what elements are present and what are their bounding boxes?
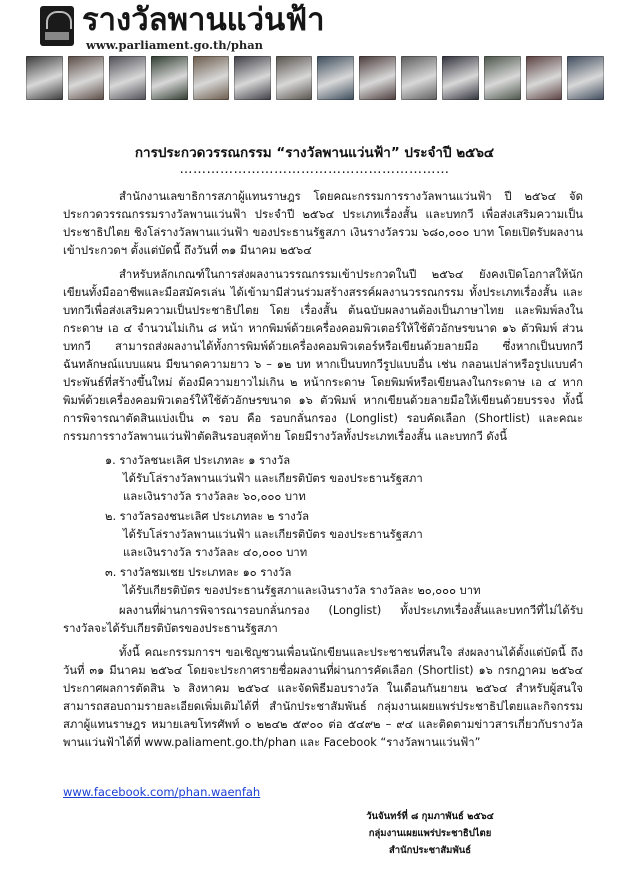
title-separator: …………………………………………………… xyxy=(179,162,450,177)
site-logo-url: www.parliament.go.th/phan xyxy=(86,38,264,52)
award-item xyxy=(63,564,583,600)
award-detail: ได้รับเกียรติบัตร ของประธานรัฐสภาและเงินรางวัล รางวัลละ ๒๐,๐๐๐ บาท xyxy=(123,584,481,597)
sign-date: วันจันทร์ที่ ๘ กุมภาพันธ์ ๒๕๖๔ xyxy=(366,811,494,822)
award-prize: และเงินรางวัล รางวัลละ ๖๐,๐๐๐ บาท xyxy=(123,490,306,503)
header-banner xyxy=(0,0,629,112)
parliament-emblem-icon xyxy=(40,6,74,46)
book-cover-image xyxy=(526,56,563,100)
award-title: ๒. รางวัลรองชนะเลิศ ประเภทละ ๒ รางวัล xyxy=(105,510,310,523)
signature-block xyxy=(330,808,530,859)
book-cover-image xyxy=(234,56,271,100)
book-cover-image xyxy=(68,56,105,100)
award-prize: และเงินรางวัล รางวัลละ ๔๐,๐๐๐ บาท xyxy=(123,546,308,559)
paragraph-longlist: ผลงานที่ผ่านการพิจารณารอบกลั่นกรอง (Longlist) ทั้งประเภทเรื่องสั้นและบทกวีที่ไม่ได้รับรางวัลจะได้รับเกียรติบัตรของประธานรัฐสภา xyxy=(63,604,583,635)
award-item xyxy=(63,452,583,506)
award-detail: ได้รับโล่รางวัลพานแว่นฟ้า และเกียรติบัตร ของประธานรัฐสภา xyxy=(123,472,423,485)
book-cover-image xyxy=(276,56,313,100)
award-title: ๓. รางวัลชมเชย ประเภทละ ๑๐ รางวัล xyxy=(105,566,292,579)
book-cover-image xyxy=(193,56,230,100)
paragraph-contact: ทั้งนี้ คณะกรรมการฯ ขอเชิญชวนเพื่อนนักเขียนและประชาชนที่สนใจ ส่งผลงานได้ตั้งแต่บัดนี้ ถึงวันที่ ๓๑ มีนาคม ๒๕๖๔ โดยจะประกาศรายชื่อผลงานที่ผ่านการคัดเลือก (Shortlist) ๑๖ กรกฎาคม ๒๕๖๔ ประกาศผลการตัดสิน ๖ สิงหาคม ๒๕๖๔ และจัดพิธีมอบรางวัล ในเดือนกันยายน ๒๕๖๔ สำหรับผู้สนใจสามารถสอบถามรายละเอียดเพิ่มเติมได้ที่ สำนักประชาสัมพันธ์ กลุ่มงานเผยแพร่ประชาธิปไตยและกิจกรรม สภาผู้แทนราษฎร หมายเลขโทรศัพท์ ๐ ๒๒๔๒ ๕๙๐๐ ต่อ ๕๔๙๒ – ๙๔ และติดตามข่าวสารเกี่ยวกับรางวัลพานแว่นฟ้าได้ที่ www.paliament.go.th/phan และ Facebook “รางวัลพานแว่นฟ้า” xyxy=(63,646,583,749)
sign-office: สำนักประชาสัมพันธ์ xyxy=(388,845,471,856)
book-cover-image xyxy=(109,56,146,100)
award-item xyxy=(63,508,583,562)
paragraph-intro: สำนักงานเลขาธิการสภาผู้แทนราษฎร โดยคณะกรรมการรางวัลพานแว่นฟ้า ปี ๒๕๖๔ จัดประกวดวรรณกรรมรางวัลพานแว่นฟ้า ประจำปี ๒๕๖๔ ประเภทเรื่องสั้น และบทกวี เพื่อส่งเสริมความเป็นประชาธิปไตย ชิงโล่รางวัลพานแว่นฟ้า ของประธานรัฐสภา เงินรางวัลรวม ๖๘๐,๐๐๐ บาท โดยเปิดรับผลงานเข้าประกวดฯ ตั้งแต่บัดนี้ ถึงวันที่ ๓๑ มีนาคม ๒๕๖๔ xyxy=(63,190,583,257)
book-cover-image xyxy=(26,56,63,100)
book-cover-image xyxy=(442,56,479,100)
facebook-link[interactable]: www.facebook.com/phan.waenfah xyxy=(63,785,261,799)
book-cover-image xyxy=(567,56,604,100)
document-title: การประกวดวรรณกรรม “รางวัลพานแว่นฟ้า” ประจำปี ๒๕๖๔ xyxy=(134,145,495,161)
document-body xyxy=(63,188,583,758)
book-cover-image xyxy=(359,56,396,100)
book-cover-image xyxy=(401,56,438,100)
award-title: ๑. รางวัลชนะเลิศ ประเภทละ ๑ รางวัล xyxy=(105,454,291,467)
award-detail: ได้รับโล่รางวัลพานแว่นฟ้า และเกียรติบัตร ของประธานรัฐสภา xyxy=(123,528,423,541)
book-cover-image xyxy=(484,56,521,100)
paragraph-criteria: สำหรับหลักเกณฑ์ในการส่งผลงานวรรณกรรมเข้าประกวดในปี ๒๕๖๔ ยังคงเปิดโอกาสให้นักเขียนทั้งมืออาชีพและมือสมัครเล่น ได้เข้ามามีส่วนร่วมสร้างสรรค์ผลงานวรรณกรรม ทั้งประเภทเรื่องสั้น และบทกวีเพื่อส่งเสริมความเป็นประชาธิปไตย โดย เรื่องสั้น ต้นฉบับผลงานต้องเป็นภาษาไทย และพิมพ์ลงในกระดาษ เอ ๔ จำนวนไม่เกิน ๘ หน้า หากพิมพ์ด้วยเครื่องคอมพิวเตอร์ให้ใช้ตัวอักษรขนาด ๑๖ ตัวพิมพ์ ส่วน บทกวี สามารถส่งผลงานได้ทั้งการพิมพ์ด้วยเครื่องคอมพิวเตอร์หรือเขียนด้วยลายมือ ซึ่งหากเป็นบทกวีฉันทลักษณ์แบบแผน มีขนาดความยาว ๖ – ๑๒ บท หากเป็นบทกวีรูปแบบอื่น เช่น กลอนเปล่าหรือรูปแบบคำประพันธ์ที่สร้างขึ้นใหม่ ต้องมีความยาวไม่เกิน ๒ หน้ากระดาษ โดยพิมพ์หรือเขียนลงในกระดาษ เอ ๔ หากพิมพ์ด้วยเครื่องคอมพิวเตอร์ให้ใช้ตัวอักษรขนาด ๑๖ ตัวพิมพ์ หากเขียนด้วยลายมือให้เขียนด้วยบรรจง ทั้งนี้ การพิจารณาตัดสินแบ่งเป็น ๓ รอบ คือ รอบกลั่นกรอง (Longlist) รอบคัดเลือก (Shortlist) และคณะกรรมการรางวัลพานแว่นฟ้าตัดสินรอบสุดท้าย โดยมีรางวัลทั้งประเภทเรื่องสั้น และบทกวี ดังนี้ xyxy=(63,268,583,443)
sign-department: กลุ่มงานเผยแพร่ประชาธิปไตย xyxy=(368,828,492,839)
book-cover-strip xyxy=(26,56,604,100)
site-logo-title: รางวัลพานแว่นฟ้า xyxy=(82,2,325,38)
book-cover-image xyxy=(151,56,188,100)
book-cover-image xyxy=(317,56,354,100)
